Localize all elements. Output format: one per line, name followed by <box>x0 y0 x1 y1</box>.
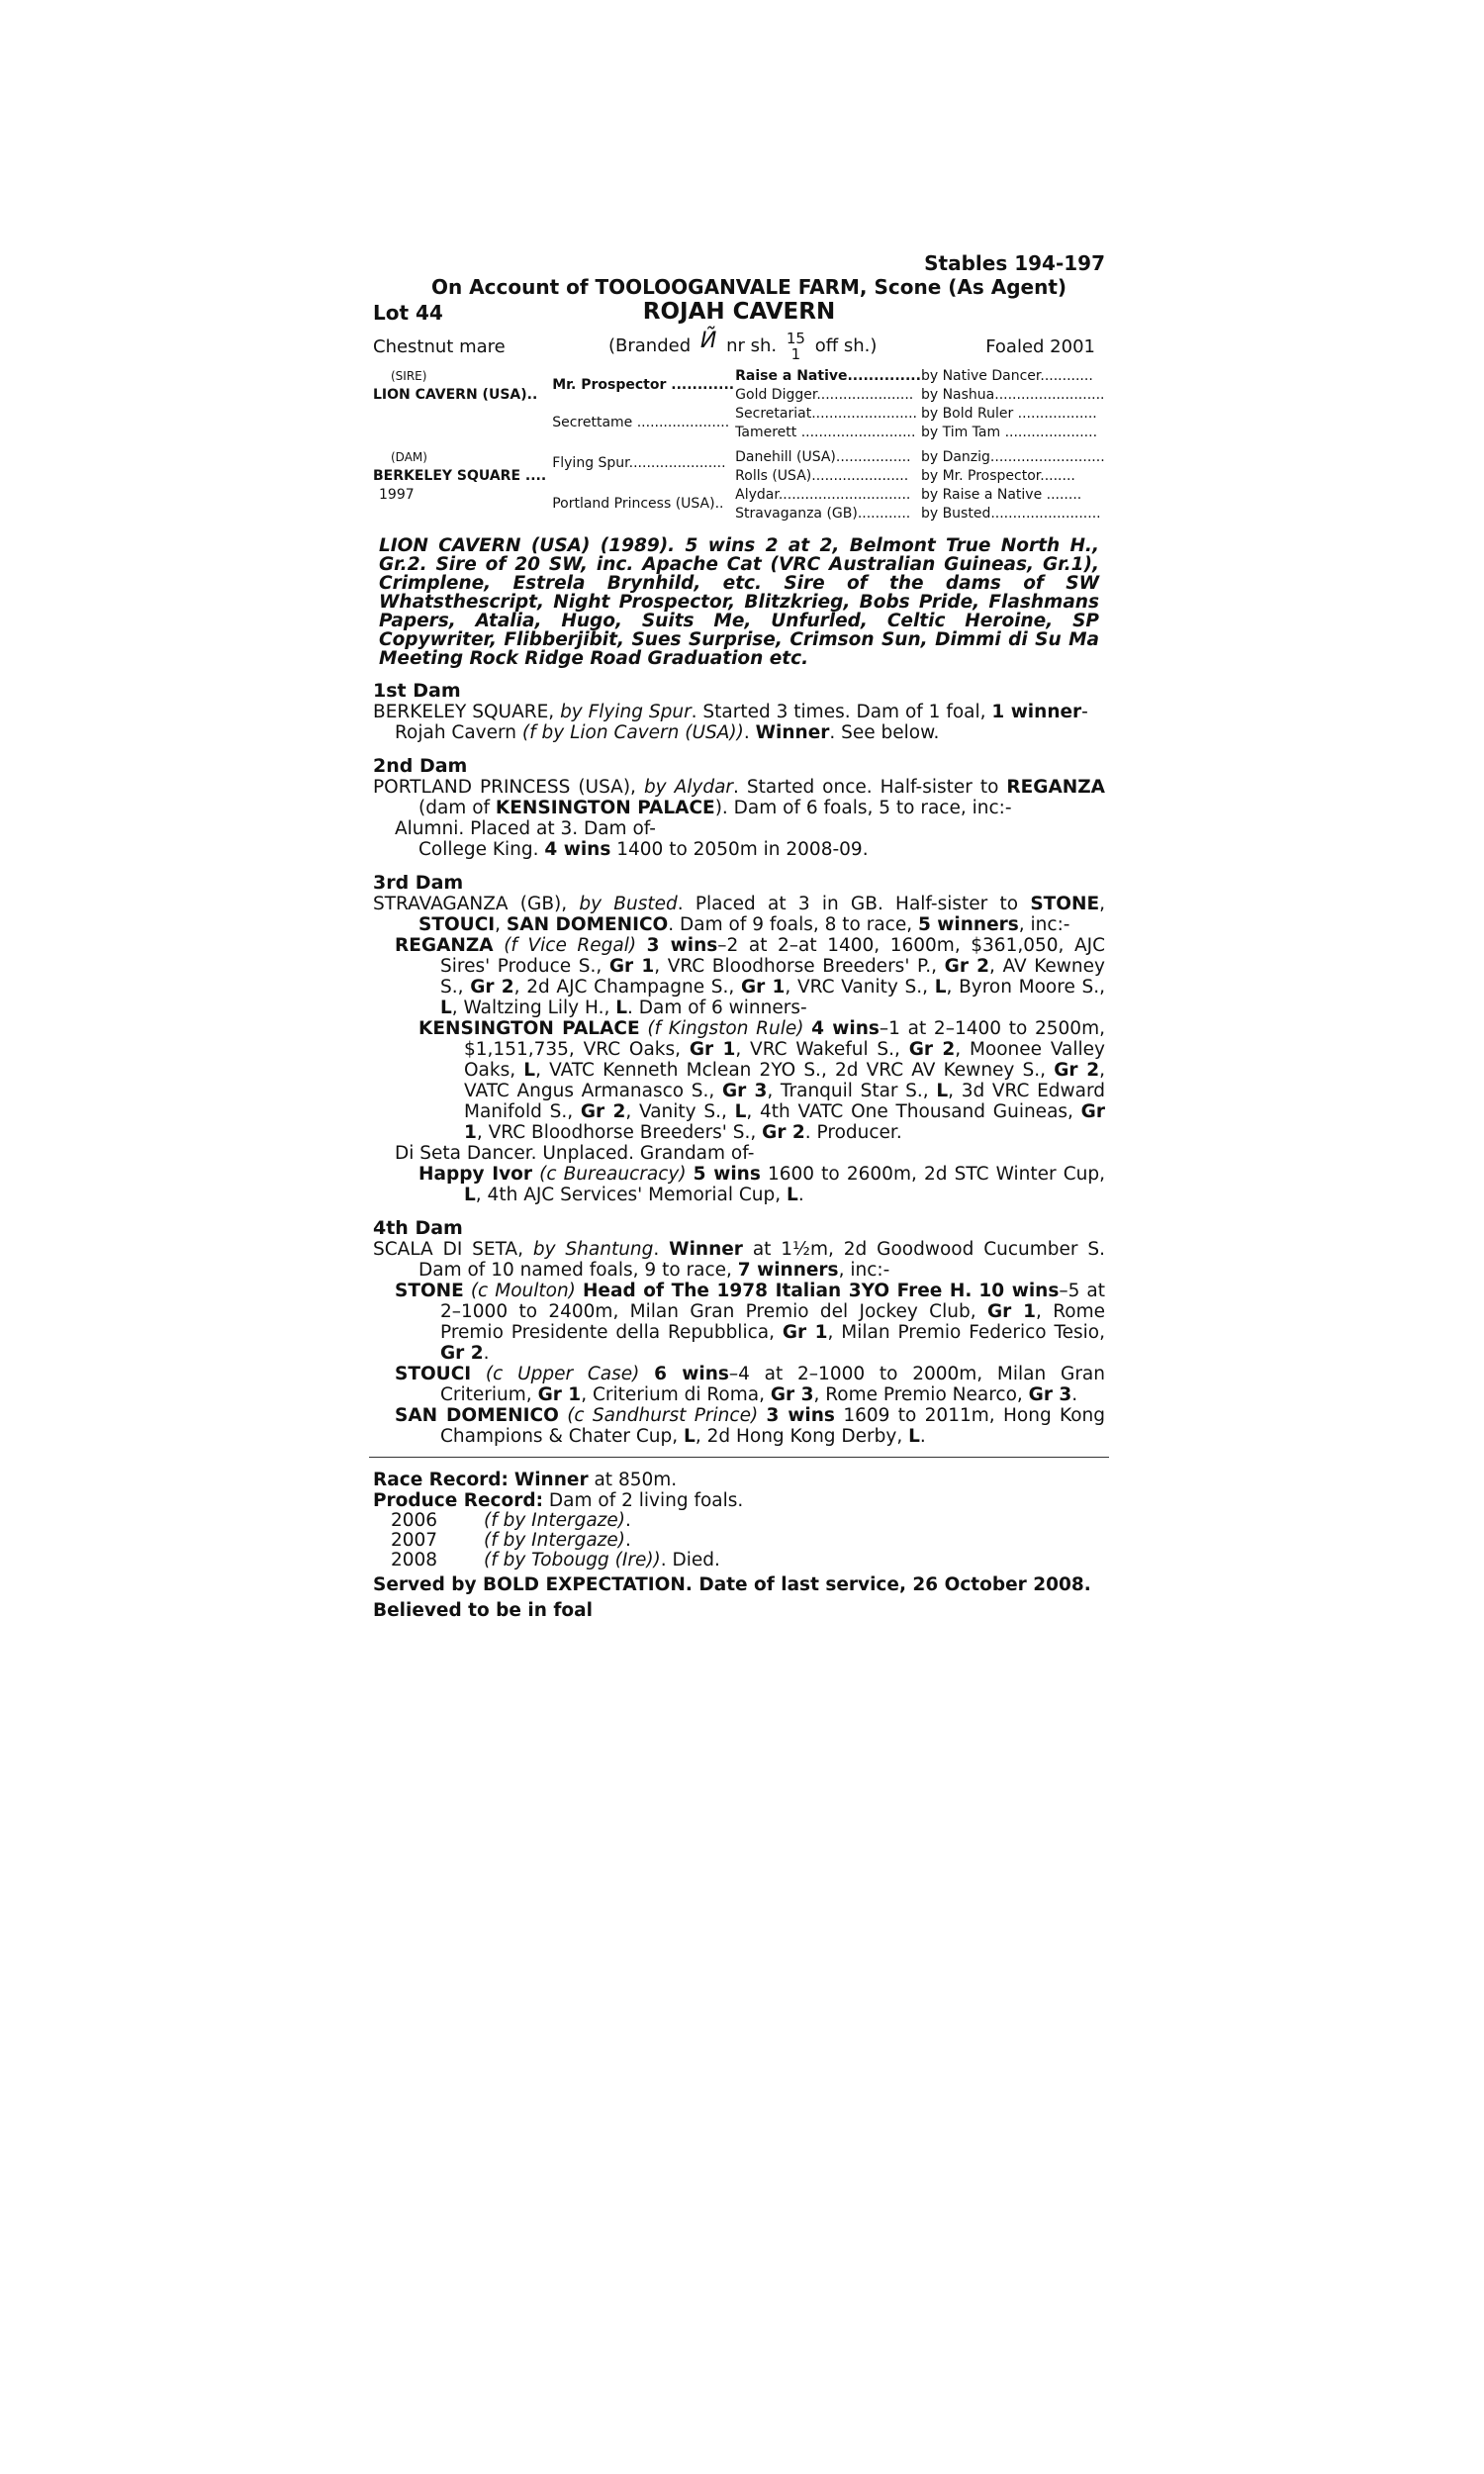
ggg-6: by Mr. Prospector........ <box>920 467 1075 484</box>
grade-label: Gr 1 <box>689 1039 736 1060</box>
stouci-name: STOUCI <box>395 1364 472 1384</box>
kp-sire: (f Kingston Rule) <box>647 1018 804 1039</box>
first-dam-paragraph <box>373 702 1105 722</box>
college-king-wins: 4 wins <box>544 839 611 860</box>
brand-number-top: 15 <box>786 330 805 347</box>
kp-wins: 4 wins <box>811 1018 880 1039</box>
ggg-4: by Tim Tam ..................... <box>920 424 1098 440</box>
lot-line <box>373 299 1105 329</box>
grade-label: Gr 1 <box>537 1384 582 1405</box>
grade-label: Gr 3 <box>1028 1384 1072 1405</box>
reganza-text: , VRC Vanity S., <box>785 977 929 998</box>
san-domenico-text: , 2d Hong Kong Derby, <box>695 1426 903 1447</box>
description-line <box>373 329 1105 363</box>
listed-label: L <box>908 1426 920 1447</box>
grade-label: Gr 2 <box>580 1101 626 1122</box>
kp-text: , Tranquil Star S., <box>767 1081 929 1101</box>
stone-text: , Rome Premio Presidente della Repubblica, <box>440 1301 1105 1343</box>
grade-label: Gr 2 <box>944 956 989 977</box>
listed-label: L <box>787 1185 798 1205</box>
di-seta-dancer-line: Di Seta Dancer. Unplaced. Grandam of- <box>395 1143 755 1164</box>
brand-off: off sh.) <box>814 335 878 356</box>
kp-text: , VRC Wakeful S., <box>735 1039 900 1060</box>
great-grandsire-6: Rolls (USA)...................... <box>735 467 909 484</box>
second-dam-section <box>373 755 1105 860</box>
kp-text: , VATC Kenneth Mclean 2YO S., 2d VRC AV Kewney S., <box>535 1060 1047 1081</box>
stone-wins: 10 wins <box>978 1281 1060 1301</box>
sibling-stone: STONE <box>1030 894 1100 914</box>
san-domenico-wins: 3 wins <box>766 1405 835 1426</box>
reganza-text: –2 at 2–at 1400, 1600m, $361,050, AJC Sires' Produce S., <box>440 935 1106 977</box>
reganza-text: . Dam of 6 winners- <box>627 998 807 1018</box>
sibling-san-domenico: SAN DOMENICO <box>506 914 669 935</box>
first-dam-sire: by Flying Spur <box>560 702 692 722</box>
brand-open: (Branded <box>608 335 692 356</box>
stone-text: . <box>483 1343 490 1364</box>
produce-year: 2008 <box>391 1550 438 1570</box>
sibling-stouci: STOUCI <box>418 914 496 935</box>
happy-ivor-sire: (c Bureaucracy) <box>539 1164 687 1185</box>
listed-label: L <box>734 1101 747 1122</box>
dam-dam: Portland Princess (USA).. <box>552 496 724 512</box>
grade-label: Gr 1 <box>782 1322 828 1343</box>
college-king-rest: 1400 to 2050m in 2008-09. <box>616 839 869 860</box>
reganza-text: , VRC Bloodhorse Breeders' P., <box>654 956 938 977</box>
produce-row <box>373 1511 1105 1531</box>
second-dam-kp: KENSINGTON PALACE <box>495 798 715 818</box>
stouci-text: , Rome Premio Nearco, <box>813 1384 1023 1405</box>
in-foal-note: Believed to be in foal <box>373 1600 593 1621</box>
listed-label: L <box>934 977 947 998</box>
stables-number: Stables 194-197 <box>924 251 1105 275</box>
produce-record-label: Produce Record: <box>373 1490 543 1511</box>
first-dam-name: BERKELEY SQUARE, <box>373 702 555 722</box>
fourth-dam-text3: , inc:- <box>838 1260 890 1281</box>
kensington-palace-entry <box>373 1018 1105 1143</box>
alumni-line: Alumni. Placed at 3. Dam of- <box>395 818 656 839</box>
sire-summary: LION CAVERN (USA) (1989). 5 wins 2 at 2, Belmont True North H., Gr.2. Sire of 20 SW, inc. Apache Cat (VRC Australian Guineas, Gr.1), Crimplene, Estrela Brynhild, etc. Sire of the dams of SW Whatsthescript, Night Prospector, Blitzkrieg, Bobs Pride, Flashmans Papers, Atalia, Hugo, Suits Me, Unfurled, Celtic Heroine, SP Copywriter, Flibberjibit, Sues Surprise, Crimson Sun, Dimmi di Su Ma Meeting Rock Ridge Road Graduation etc. <box>379 535 1099 669</box>
produce-row <box>373 1531 1105 1551</box>
reganza-text: , 2d AJC Champagne S., <box>513 977 735 998</box>
third-dam-paragraph: STRAVAGANZA (GB), by Busted. Placed at 3 in GB. Half-sister to STONE, STOUCI, SAN DOMENICO. Dam of 9 foals, 8 to race, 5 winners, inc:- <box>373 894 1105 935</box>
stouci-sire: (c Upper Case) <box>485 1364 640 1384</box>
fourth-dam-winners: 7 winners <box>737 1260 839 1281</box>
dam-label: (DAM) <box>391 449 427 464</box>
horse-sex: Chestnut mare <box>373 336 506 357</box>
dam-sire: Flying Spur...................... <box>552 455 726 471</box>
second-dam-name: PORTLAND PRINCESS (USA), <box>373 777 636 798</box>
listed-label: L <box>684 1426 696 1447</box>
brand-mark-icon: И̃ <box>699 329 717 353</box>
stone-free-handicap: Head of The 1978 Italian 3YO Free H. <box>582 1281 973 1301</box>
race-record <box>373 1470 1105 1490</box>
pedigree-table <box>373 366 1105 523</box>
brand-near: nr sh. <box>726 335 778 356</box>
fourth-dam-name: SCALA DI SETA, <box>373 1239 523 1260</box>
grade-label: Gr 2 <box>440 1343 484 1364</box>
grade-label: Gr 1 <box>986 1301 1037 1322</box>
service-note: Served by BOLD EXPECTATION. Date of last service, 26 October 2008. <box>373 1574 1091 1595</box>
lot-number: Lot 44 <box>373 301 443 325</box>
ggg-2: by Nashua......................... <box>920 386 1105 403</box>
stouci-text: , Criterium di Roma, <box>581 1384 765 1405</box>
kp-text: , 3d VRC Edward Manifold S., <box>464 1081 1105 1122</box>
great-grandsire-7: Alydar.............................. <box>735 486 911 503</box>
produce-sire: (f by Intergaze) <box>484 1510 625 1531</box>
produce-sire: (f by Intergaze) <box>484 1530 625 1551</box>
grade-label: Gr 1 <box>464 1101 1105 1143</box>
reganza-text: , Waltzing Lily H., <box>451 998 610 1018</box>
great-grandsire-3: Secretariat........................ <box>735 405 918 422</box>
great-grandsire-2: Gold Digger...................... <box>735 386 914 403</box>
reganza-entry <box>373 935 1105 1018</box>
great-grandsire-1: Raise a Native.............. <box>735 367 921 384</box>
third-dam-winners: 5 winners <box>917 914 1019 935</box>
second-dam-text1: . Started once. Half-sister to <box>733 777 999 798</box>
grade-label: Gr 2 <box>908 1039 956 1060</box>
grade-label: Gr 2 <box>470 977 514 998</box>
third-dam-text2: . Dam of 9 foals, 8 to race, <box>668 914 913 935</box>
happy-ivor-text: 1600 to 2600m, 2d STC Winter Cup, <box>767 1164 1105 1185</box>
stouci-text: . <box>1071 1384 1078 1405</box>
san-domenico-text: 1609 to 2011m, Hong Kong Champions & Chater Cup, <box>440 1405 1106 1447</box>
third-dam-heading: 3rd Dam <box>373 872 464 894</box>
second-dam-paragraph <box>373 777 1105 818</box>
kp-text: . Producer. <box>804 1122 902 1143</box>
race-record-label: Race Record: <box>373 1470 509 1490</box>
listed-label: L <box>615 998 628 1018</box>
dam-name: BERKELEY SQUARE .... <box>373 467 547 484</box>
great-grandsire-8: Stravaganza (GB)............ <box>735 505 911 522</box>
grade-label: Gr 3 <box>721 1081 768 1101</box>
college-king-name: College King. <box>418 839 539 860</box>
san-domenico-entry <box>373 1405 1105 1447</box>
first-dam-section <box>373 680 1105 743</box>
listed-label: L <box>464 1185 476 1205</box>
great-grandsire-4: Tamerett .......................... <box>735 424 916 440</box>
listed-label: L <box>523 1060 536 1081</box>
catalogue-page <box>373 251 1105 1622</box>
stouci-text: –4 at 2–1000 to 2000m, Milan Gran Criterium, <box>440 1364 1105 1405</box>
stone-sire: (c Moulton) <box>470 1281 576 1301</box>
reganza-sire: (f Vice Regal) <box>504 935 637 956</box>
reganza-text: , AV Kewney S., <box>440 956 1105 998</box>
foaled-year: Foaled 2001 <box>985 336 1095 357</box>
produce-note: . <box>625 1530 631 1551</box>
san-domenico-text: . <box>919 1426 926 1447</box>
section-divider <box>369 1457 1109 1458</box>
fourth-dam-text1: . <box>653 1239 660 1260</box>
foal-sire: (f by Lion Cavern (USA)) <box>521 722 744 743</box>
produce-sire: (f by Tobougg (Ire)) <box>484 1550 661 1570</box>
fourth-dam-section <box>373 1217 1105 1447</box>
fourth-dam-winner: Winner <box>669 1239 743 1260</box>
grade-label: Gr 1 <box>608 956 655 977</box>
foal-name: Rojah Cavern <box>395 722 517 743</box>
vendor-account: On Account of TOOLOOGANVALE FARM, Scone (As Agent) <box>430 275 1067 299</box>
dam-year: 1997 <box>379 486 415 503</box>
fourth-dam-text2: at 1½m, 2d Goodwood Cucumber S. Dam of 10 named foals, 9 to race, <box>418 1239 1105 1281</box>
san-domenico-name: SAN DOMENICO <box>395 1405 559 1426</box>
kp-text: , VATC Angus Armanasco S., <box>464 1060 1105 1101</box>
race-record-text: at 850m. <box>594 1470 678 1490</box>
ggg-3: by Bold Ruler .................. <box>920 405 1097 422</box>
first-dam-heading: 1st Dam <box>373 680 461 702</box>
grade-label: Gr 2 <box>1054 1060 1100 1081</box>
third-dam-name: STRAVAGANZA (GB), <box>373 894 568 914</box>
horse-name: ROJAH CAVERN <box>642 299 836 325</box>
produce-year: 2006 <box>391 1510 438 1531</box>
sire-sire: Mr. Prospector ............ <box>552 377 735 393</box>
ggg-7: by Raise a Native ........ <box>920 486 1082 503</box>
reganza-name: REGANZA <box>395 935 494 956</box>
fourth-dam-heading: 4th Dam <box>373 1217 463 1239</box>
second-dam-half-sibling: REGANZA <box>1006 777 1105 798</box>
produce-note: . Died. <box>660 1550 720 1570</box>
brand-number-bottom: 1 <box>790 345 801 363</box>
reganza-text: , Byron Moore S., <box>946 977 1106 998</box>
kp-text: –1 at 2–1400 to 2500m, $1,151,735, VRC Oaks, <box>464 1018 1105 1060</box>
college-king-line <box>373 839 1105 860</box>
ggg-8: by Busted......................... <box>920 505 1101 522</box>
race-record-winner: Winner <box>513 1470 589 1490</box>
kp-text: , Moonee Valley Oaks, <box>464 1039 1105 1081</box>
ggg-5: by Danzig.......................... <box>920 448 1105 465</box>
listed-label: L <box>936 1081 949 1101</box>
produce-year: 2007 <box>391 1530 438 1551</box>
san-domenico-sire: (c Sandhurst Prince) <box>567 1405 759 1426</box>
happy-ivor-entry <box>373 1164 1105 1205</box>
third-dam-sire: by Busted <box>579 894 678 914</box>
first-dam-text: . Started 3 times. Dam of 1 foal, <box>691 702 986 722</box>
listed-label: L <box>440 998 452 1018</box>
kp-text: , 4th VATC One Thousand Guineas, <box>746 1101 1073 1122</box>
stone-text: –5 at 2–1000 to 2400m, Milan Gran Premio del Jockey Club, <box>440 1281 1105 1322</box>
brand-description <box>608 331 877 362</box>
stone-name: STONE <box>395 1281 464 1301</box>
kp-text: , Vanity S., <box>625 1101 727 1122</box>
happy-ivor-wins: 5 wins <box>693 1164 761 1185</box>
happy-ivor-text: , 4th AJC Services' Memorial Cup, <box>475 1185 782 1205</box>
fourth-dam-sire: by Shantung <box>532 1239 654 1260</box>
stone-entry <box>373 1281 1105 1364</box>
foal-winner: Winner <box>755 722 830 743</box>
great-grandsire-5: Danehill (USA)................. <box>735 448 911 465</box>
grade-label: Gr 1 <box>740 977 786 998</box>
produce-note: . <box>625 1510 631 1531</box>
sire-name: LION CAVERN (USA).. <box>373 386 538 403</box>
foal-see-below: . See below. <box>829 722 940 743</box>
stouci-wins: 6 wins <box>654 1364 729 1384</box>
happy-ivor-name: Happy Ivor <box>418 1164 532 1185</box>
happy-ivor-text: . <box>797 1185 804 1205</box>
produce-row <box>373 1551 1105 1570</box>
fourth-dam-paragraph <box>373 1239 1105 1281</box>
brand-number <box>787 331 805 362</box>
grade-label: Gr 3 <box>770 1384 814 1405</box>
sire-dam: Secrettame ..................... <box>552 415 730 430</box>
first-dam-dash: - <box>1081 702 1088 722</box>
second-dam-text3: ). Dam of 6 foals, 5 to race, inc:- <box>714 798 1012 818</box>
second-dam-text2: (dam of <box>418 798 491 818</box>
grade-label: Gr 2 <box>762 1122 805 1143</box>
produce-record-text: Dam of 2 living foals. <box>548 1490 744 1511</box>
third-dam-text1: . Placed at 3 in GB. Half-sister to <box>677 894 1019 914</box>
ggg-1: by Native Dancer............ <box>920 367 1093 384</box>
first-dam-foal: Rojah Cavern (f by Lion Cavern (USA)). Winner. See below. <box>395 722 940 743</box>
second-dam-heading: 2nd Dam <box>373 755 468 777</box>
third-dam-text3: , inc:- <box>1018 914 1070 935</box>
produce-record <box>373 1490 1105 1511</box>
stone-text: , Milan Premio Federico Tesio, <box>827 1322 1105 1343</box>
kp-text: , VRC Bloodhorse Breeders' S., <box>476 1122 757 1143</box>
third-dam-section <box>373 872 1105 1205</box>
kp-name: KENSINGTON PALACE <box>418 1018 640 1039</box>
sire-label: (SIRE) <box>391 368 427 383</box>
reganza-wins: 3 wins <box>646 935 718 956</box>
second-dam-sire: by Alydar <box>643 777 734 798</box>
first-dam-winners: 1 winner <box>991 702 1082 722</box>
stouci-entry <box>373 1364 1105 1405</box>
